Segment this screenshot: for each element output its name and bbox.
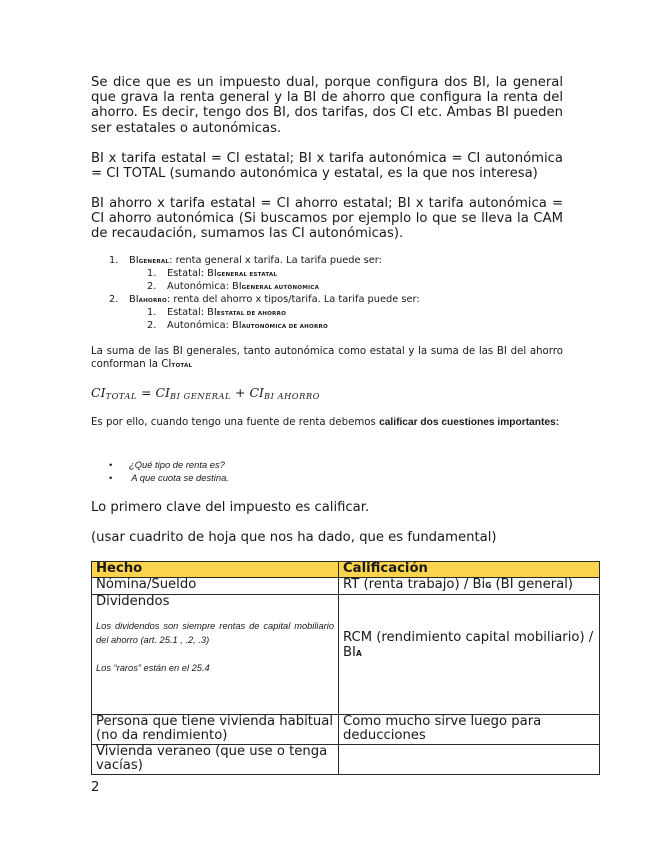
cell-calificacion: RCM (rendimiento capital mobiliario) / BIA <box>339 594 600 714</box>
bi-list <box>109 255 420 333</box>
table-row <box>92 714 600 744</box>
questions-list <box>109 458 229 484</box>
page-number: 2 <box>91 780 100 795</box>
table-row <box>92 744 600 774</box>
bullet-icon: • <box>109 459 113 470</box>
dividendos-note: Los dividendos son siempre rentas de capital mobiliario del ahorro (art. 25.1 , .2, .3) <box>96 621 334 645</box>
paragraph-ci-total: BI x tarifa estatal = CI estatal; BI x tarifa autonómica = CI autonómica = CI TOTAL (sumando autonómica y estatal, es la que nos interesa) <box>91 151 563 182</box>
list-item: 1. Estatal: BIGENERAL ESTATAL <box>147 268 278 279</box>
list-item: 2. Autonómica: BIGENERAL AUTÓNOMICA <box>147 281 320 292</box>
paragraph-ci-ahorro: BI ahorro x tarifa estatal = CI ahorro estatal; BI x tarifa autonómica = CI ahorro autonómica (Si buscamos por ejemplo lo que se lleva la CAM de recaudación, sumamos las CI autonómicas). <box>91 196 563 242</box>
paragraph-clave: Lo primero clave del impuesto es calificar. <box>91 500 370 515</box>
ci-total-formula: $CI_{TOTAL} = CI_{BI GENERAL} + CI_{BI AHORRO}$ <box>91 385 321 401</box>
paragraph-cuadrito: (usar cuadrito de hoja que nos ha dado, que es fundamental) <box>91 530 497 545</box>
paragraph-calificar: Es por ello, cuando tengo una fuente de renta debemos calificar dos cuestiones importantes: <box>91 417 560 428</box>
cell-hecho: Persona que tiene vivienda habitual (no da rendimiento) <box>92 714 339 744</box>
list-item: 1. BIGENERAL: renta general x tarifa. La tarifa puede ser: <box>109 255 382 266</box>
raros-note: Los “raros” están en el 25.4 <box>96 663 210 673</box>
cell-hecho: Vivienda veraneo (que use o tenga vacías) <box>92 744 339 774</box>
list-item: 2. BIAHORRO: renta del ahorro x tipos/tarifa. La tarifa puede ser: <box>109 294 420 305</box>
table-row <box>92 594 600 714</box>
cell-calificacion: Como mucho sirve luego para deducciones <box>339 714 600 744</box>
cell-calificacion: RT (renta trabajo) / BiG (BI general) <box>339 578 600 595</box>
cell-calificacion <box>339 744 600 774</box>
table-row <box>92 578 600 595</box>
cell-hecho: Dividendos Los dividendos son siempre rentas de capital mobiliario del ahorro (art. 25.1 , .2, .3) Los “raros” están en el 25.4 <box>92 594 339 714</box>
list-item: • A que cuota se destina. <box>109 472 229 483</box>
list-item: • ¿Qué tipo de renta es? <box>109 459 225 470</box>
header-hecho: Hecho <box>92 562 339 578</box>
calificacion-table <box>91 561 600 775</box>
paragraph-dual-tax: Se dice que es un impuesto dual, porque configura dos BI, la general que grava la renta general y la BI de ahorro que configura la renta del ahorro. Es decir, tengo dos BI, dos tarifas, dos CI etc. Ambas BI pueden ser estatales o autonómicas. <box>91 75 563 136</box>
list-item: 1. Estatal: BIESTATAL DE AHORRO <box>147 307 287 318</box>
cell-hecho: Nómina/Sueldo <box>92 578 339 595</box>
header-calificacion: Calificación <box>339 562 600 578</box>
paragraph-sum: La suma de las BI generales, tanto autonómica como estatal y la suma de las BI del ahorro conforman la CITOTAL <box>91 346 563 370</box>
list-item: 2. Autonómica: BIAUTONÓMICA DE AHORRO <box>147 320 328 331</box>
table-header-row <box>92 562 600 578</box>
bullet-icon: • <box>109 472 113 483</box>
